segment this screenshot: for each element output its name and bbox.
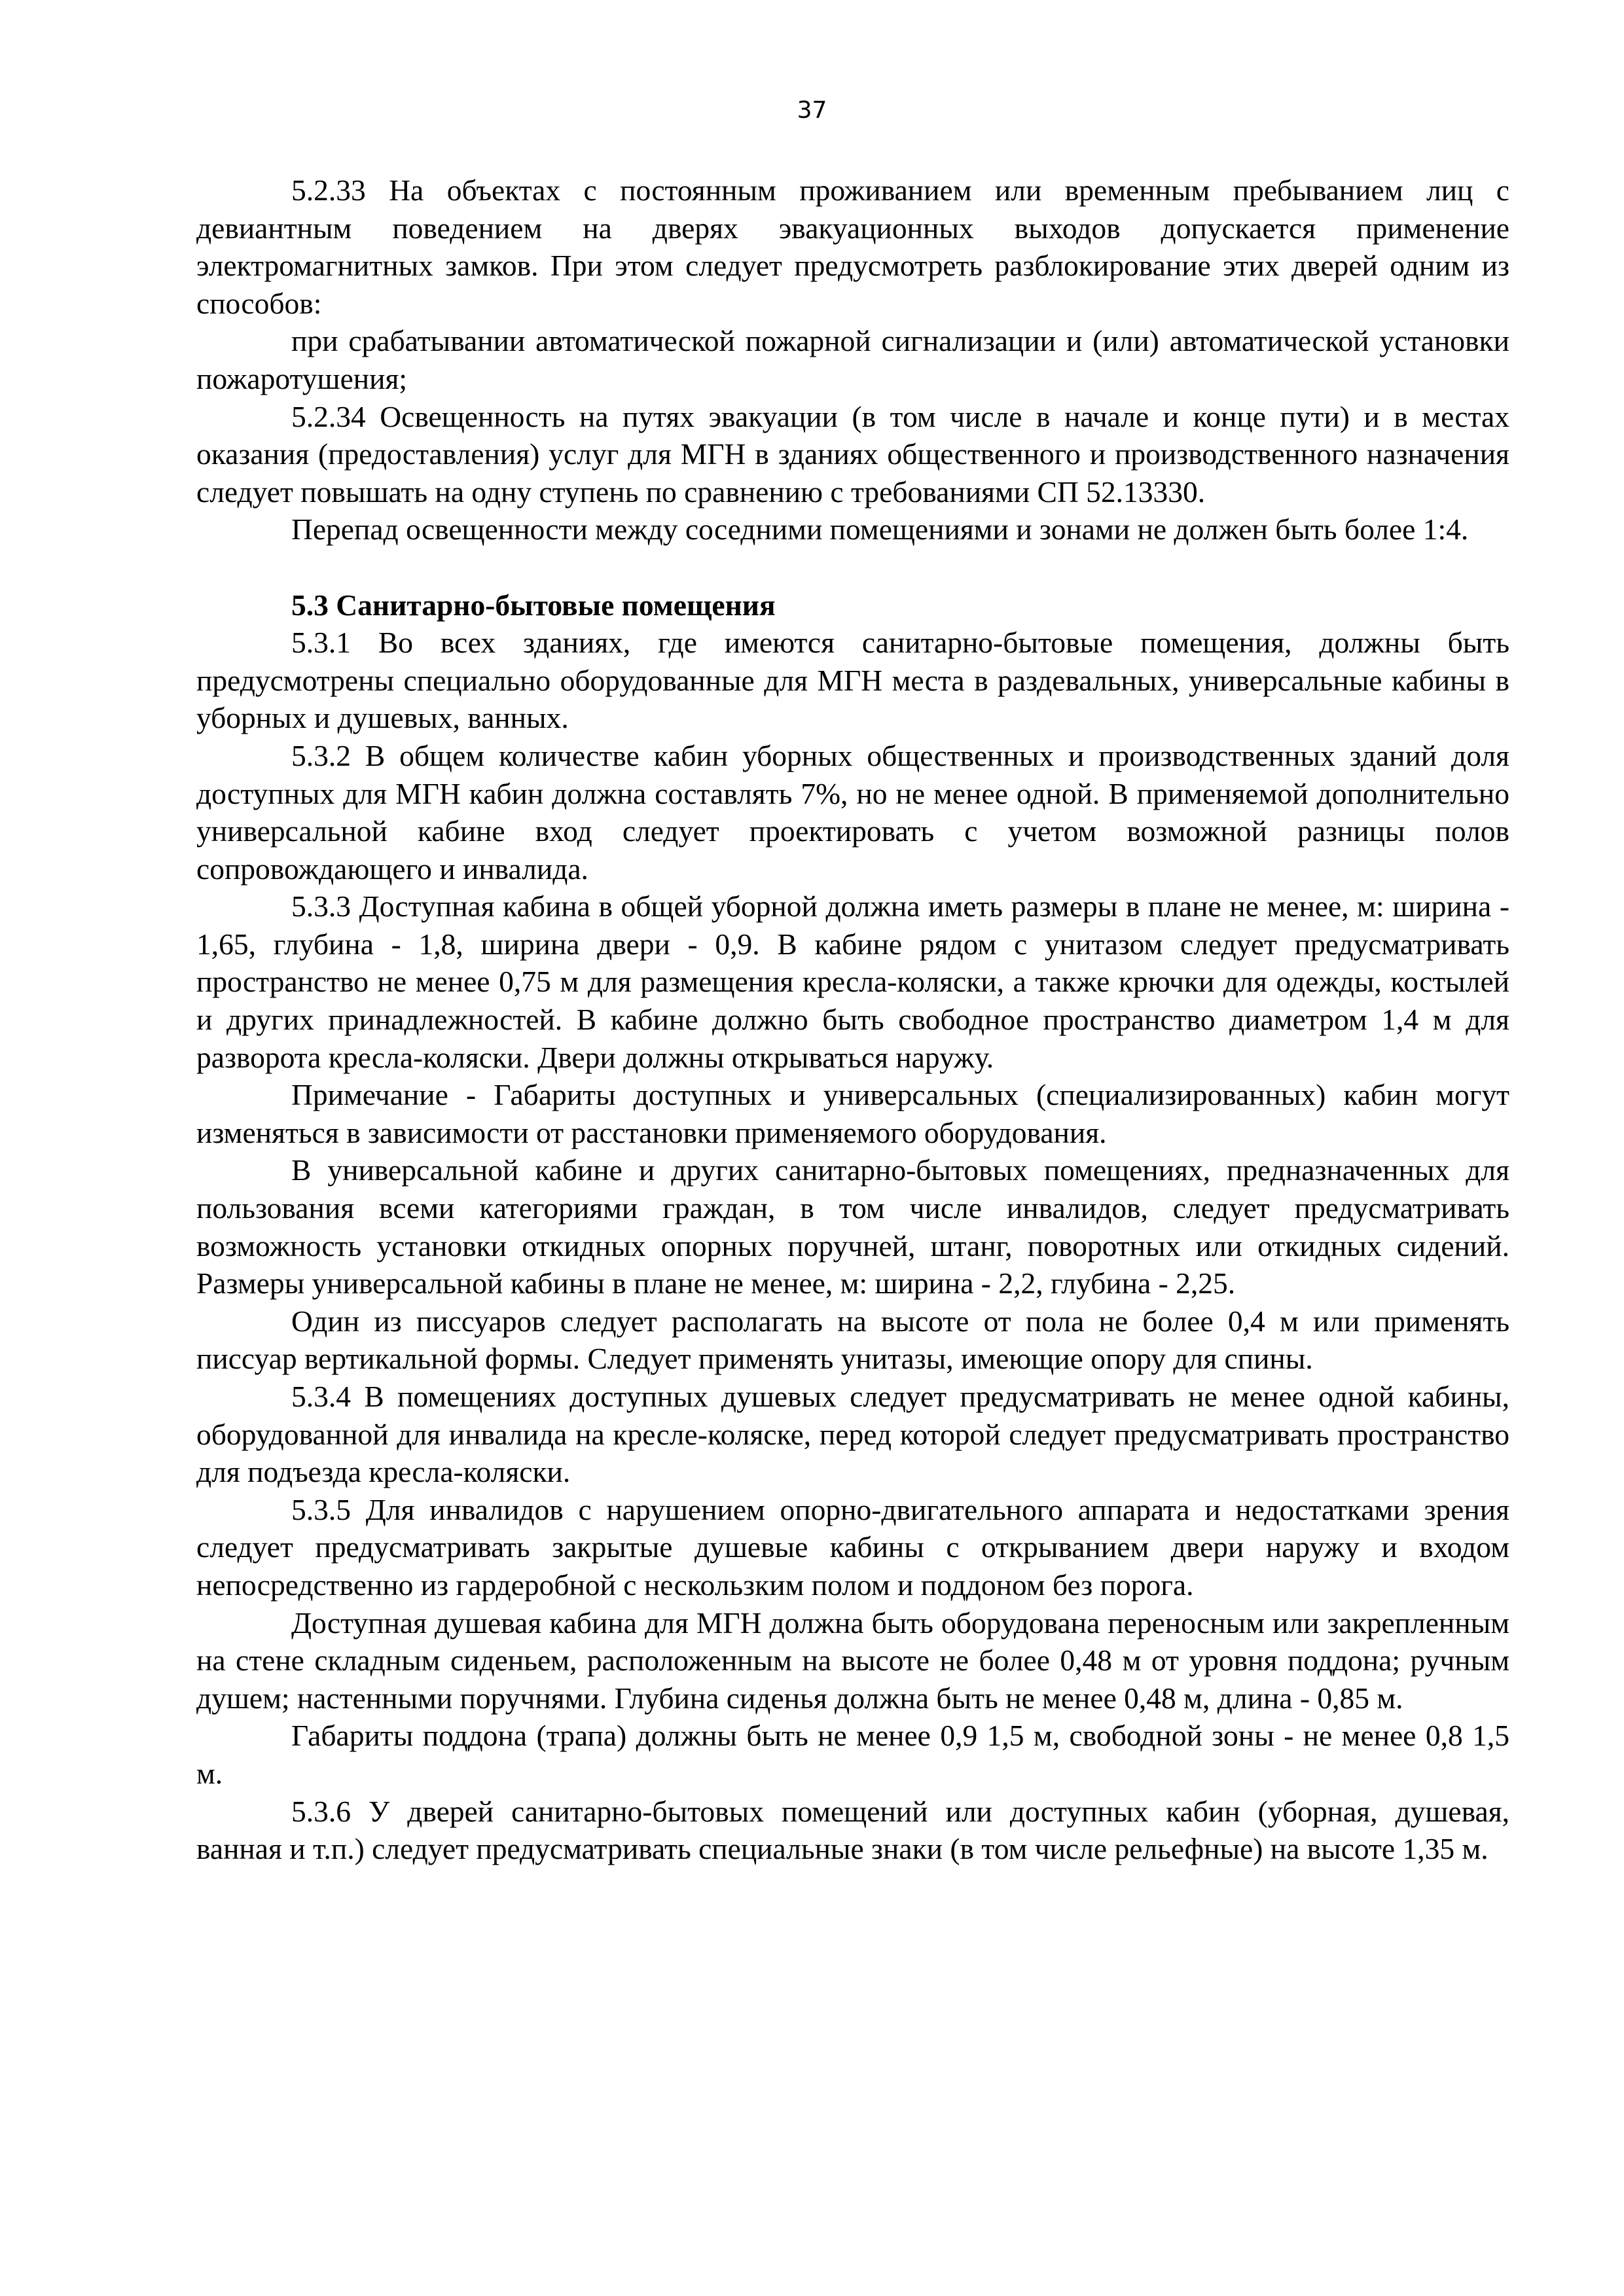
paragraph-note: Примечание - Габариты доступных и универсальных (специализированных) кабин могут изменяться в зависимости от расстановки применяемого оборудования. <box>196 1078 1509 1149</box>
paragraph-5-3-1: 5.3.1 Во всех зданиях, где имеются санитарно-бытовые помещения, должны быть предусмотрены специально оборудованные для МГН места в раздевальных, универсальные кабины в уборных и душевых, ванных. <box>196 626 1509 735</box>
paragraph-5-2-33: 5.2.33 На объектах с постоянным проживанием или временным пребыванием лиц с девиантным поведением на дверях эвакуационных выходов допускается применение электромагнитных замков. При этом следует предусмотреть разблокирование этих дверей одним из способов: <box>196 173 1509 320</box>
paragraph-5-3-6: 5.3.6 У дверей санитарно-бытовых помещений или доступных кабин (уборная, душевая, ванная и т.п.) следует предусматривать специальные знаки (в том числе рельефные) на высоте 1,35 м. <box>196 1794 1509 1866</box>
paragraph-urinals: Один из писсуаров следует располагать на высоте от пола не более 0,4 м или применять писсуар вертикальной формы. Следует применять унитазы, имеющие опору для спины. <box>196 1304 1509 1376</box>
paragraph-5-3-3: 5.3.3 Доступная кабина в общей уборной должна иметь размеры в плане не менее, м: ширина - 1,65, глубина - 1,8, ширина двери - 0,9. В кабине рядом с унитазом следует предусматривать пространство не менее 0,75 м для размещения кресла-коляски, а также крючки для одежды, костылей и других принадлежностей. В кабине должно быть свободное пространство диаметром 1,4 м для разворота кресла-коляски. Двери должны открываться наружу. <box>196 889 1509 1074</box>
paragraph-5-3-4: 5.3.4 В помещениях доступных душевых следует предусматривать не менее одной кабины, оборудованной для инвалида на кресле-коляске, перед которой следует предусматривать пространство для подъезда кресла-коляски. <box>196 1380 1509 1489</box>
document-body <box>196 171 1509 1868</box>
paragraph-5-3-5: 5.3.5 Для инвалидов с нарушением опорно-двигательного аппарата и недостатками зрения следует предусматривать закрытые душевые кабины с открыванием двери наружу и входом непосредственно из гардеробной с нескользким полом и поддоном без порога. <box>196 1492 1509 1602</box>
paragraph-tray-dimensions: Габариты поддона (трапа) должны быть не менее 0,9 1,5 м, свободной зоны - не менее 0,8 1,5 м. <box>196 1719 1509 1790</box>
section-heading-5-3: 5.3 Санитарно-бытовые помещения <box>291 588 776 622</box>
paragraph-shower-cabin: Доступная душевая кабина для МГН должна быть оборудована переносным или закрепленным на стене складным сиденьем, расположенным на высоте не более 0,48 м от уровня поддона; ручным душем; настенными поручнями. Глубина сиденья должна быть не менее 0,48 м, длина - 0,85 м. <box>196 1605 1509 1715</box>
paragraph-universal-cabin: В универсальной кабине и других санитарно-бытовых помещениях, предназначенных для пользования всеми категориями граждан, в том числе инвалидов, следует предусматривать возможность установки откидных опорных поручней, штанг, поворотных или откидных сидений. Размеры универсальной кабины в плане не менее, м: ширина - 2,2, глубина - 2,25. <box>196 1153 1509 1300</box>
paragraph-5-2-34: 5.2.34 Освещенность на путях эвакуации (в том числе в начале и конце пути) и в местах оказания (предоставления) услуг для МГН в зданиях общественного и производственного назначения следует повышать на одну ступень по сравнению с требованиями СП 52.13330. <box>196 399 1509 509</box>
paragraph-5-3-2: 5.3.2 В общем количестве кабин уборных общественных и производственных зданий доля доступных для МГН кабин должна составлять 7%, но не менее одной. В применяемой дополнительно универсальной кабине вход следует проектировать с учетом возможной разницы полов сопровождающего и инвалида. <box>196 738 1509 886</box>
page-number: 37 <box>797 97 827 124</box>
paragraph-illumination-ratio: Перепад освещенности между соседними помещениями и зонами не должен быть более 1:4. <box>291 512 1469 547</box>
paragraph-fire-alarm-unlock: при срабатывании автоматической пожарной сигнализации и (или) автоматической установки пожаротушения; <box>196 324 1509 395</box>
